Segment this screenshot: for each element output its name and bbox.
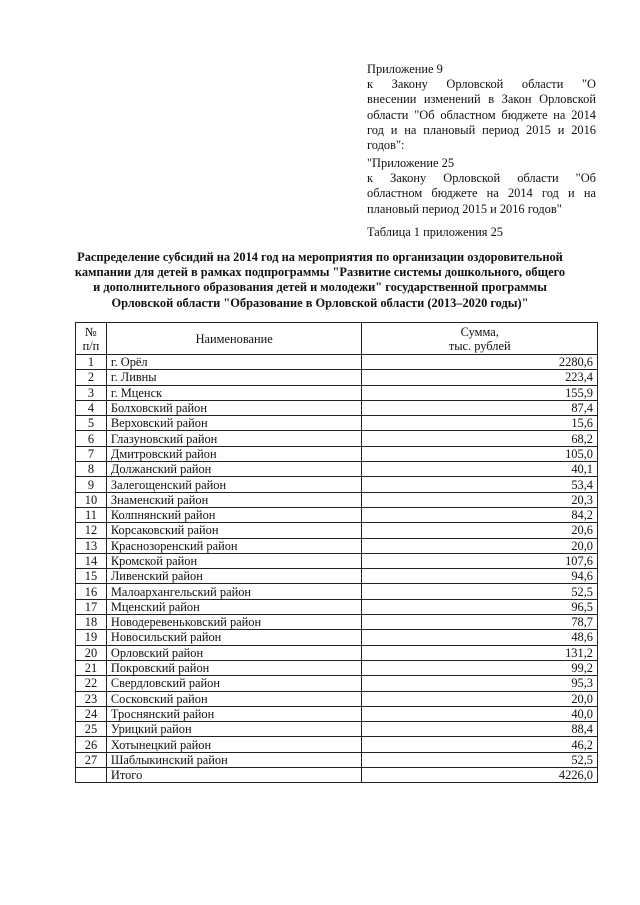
row-sum-cell: 20,6	[362, 523, 598, 538]
row-name-cell: Болховский район	[106, 400, 362, 415]
row-sum-cell: 223,4	[362, 370, 598, 385]
row-number-cell: 11	[76, 507, 107, 522]
total-sum-cell: 4226,0	[362, 768, 598, 783]
row-name-cell: Колпнянский район	[106, 507, 362, 522]
row-name-cell: Ливенский район	[106, 569, 362, 584]
row-number-cell: 10	[76, 492, 107, 507]
row-number-cell: 26	[76, 737, 107, 752]
row-number-cell: 7	[76, 446, 107, 461]
row-number-cell: 19	[76, 630, 107, 645]
header-name: Наименование	[106, 323, 362, 355]
row-number-cell: 12	[76, 523, 107, 538]
row-name-cell: Кромской район	[106, 553, 362, 568]
table-row	[76, 722, 598, 737]
table-row	[76, 569, 598, 584]
title-line: и дополнительного образования детей и молодежи" государственной программы	[93, 280, 547, 295]
row-name-cell: Знаменский район	[106, 492, 362, 507]
table-row	[76, 599, 598, 614]
row-sum-cell: 20,0	[362, 538, 598, 553]
row-name-cell: Должанский район	[106, 462, 362, 477]
row-sum-cell: 48,6	[362, 630, 598, 645]
table-row	[76, 660, 598, 675]
document-title	[60, 250, 580, 311]
row-sum-cell: 88,4	[362, 722, 598, 737]
table-row	[76, 645, 598, 660]
row-sum-cell: 99,2	[362, 660, 598, 675]
row-number-cell: 1	[76, 355, 107, 370]
table-row	[76, 553, 598, 568]
row-name-cell: Дмитровский район	[106, 446, 362, 461]
row-number-cell: 25	[76, 722, 107, 737]
row-name-cell: Сосковский район	[106, 691, 362, 706]
row-number-cell: 8	[76, 462, 107, 477]
table-row	[76, 370, 598, 385]
row-sum-cell: 78,7	[362, 615, 598, 630]
row-name-cell: г. Мценск	[106, 385, 362, 400]
table-row	[76, 584, 598, 599]
row-name-cell: Залегощенский район	[106, 477, 362, 492]
row-sum-cell: 20,0	[362, 691, 598, 706]
row-sum-cell: 40,0	[362, 706, 598, 721]
row-sum-cell: 40,1	[362, 462, 598, 477]
table-row	[76, 385, 598, 400]
row-number-cell: 20	[76, 645, 107, 660]
table-row	[76, 431, 598, 446]
annex-9-line: внесении изменений в Закон Орловской	[367, 92, 596, 107]
table-body	[76, 355, 598, 783]
table-row	[76, 446, 598, 461]
annex-25-note	[367, 156, 596, 217]
row-name-cell: Урицкий район	[106, 722, 362, 737]
table-row	[76, 416, 598, 431]
header-number	[76, 323, 107, 355]
table-row	[76, 538, 598, 553]
table-row	[76, 615, 598, 630]
row-number-cell: 15	[76, 569, 107, 584]
row-name-cell: Верховский район	[106, 416, 362, 431]
row-sum-cell: 68,2	[362, 431, 598, 446]
annex-25-line: плановый период 2015 и 2016 годов"	[367, 201, 562, 216]
row-sum-cell: 53,4	[362, 477, 598, 492]
title-line: Орловской области "Образование в Орловской области (2013–2020 годы)"	[111, 295, 529, 310]
row-sum-cell: 87,4	[362, 400, 598, 415]
annex-9-line: год и на плановый период 2015 и 2016	[367, 122, 596, 137]
header-number-line: п/п	[82, 338, 100, 353]
table-row	[76, 477, 598, 492]
table-row	[76, 507, 598, 522]
row-sum-cell: 131,2	[362, 645, 598, 660]
header-sum-line: тыс. рублей	[448, 338, 511, 353]
row-name-cell: Краснозоренский район	[106, 538, 362, 553]
row-sum-cell: 20,3	[362, 492, 598, 507]
row-number-cell: 18	[76, 615, 107, 630]
row-sum-cell: 155,9	[362, 385, 598, 400]
row-sum-cell: 2280,6	[362, 355, 598, 370]
row-number-cell: 4	[76, 400, 107, 415]
annex-25-line: к Закону Орловской области "Об	[367, 171, 596, 186]
row-sum-cell: 15,6	[362, 416, 598, 431]
annex-9-line: Приложение 9	[367, 62, 443, 76]
header-sum-line: Сумма,	[460, 324, 499, 339]
row-number-cell: 9	[76, 477, 107, 492]
table-row	[76, 492, 598, 507]
table-row	[76, 752, 598, 767]
row-name-cell: Шаблыкинский район	[106, 752, 362, 767]
table-row	[76, 737, 598, 752]
row-name-cell: Орловский район	[106, 645, 362, 660]
row-number-cell: 13	[76, 538, 107, 553]
annex-9-line: годов":	[367, 138, 405, 153]
row-name-cell: Новодеревеньковский район	[106, 615, 362, 630]
annex-25-line: "Приложение 25	[367, 156, 455, 170]
table-row	[76, 523, 598, 538]
total-row	[76, 768, 598, 783]
row-name-cell: г. Ливны	[106, 370, 362, 385]
table-row	[76, 691, 598, 706]
row-name-cell: Свердловский район	[106, 676, 362, 691]
row-name-cell: г. Орёл	[106, 355, 362, 370]
table-row	[76, 400, 598, 415]
subsidy-table	[75, 322, 598, 783]
table-row	[76, 630, 598, 645]
row-number-cell: 5	[76, 416, 107, 431]
table-reference: Таблица 1 приложения 25	[367, 225, 503, 239]
table-header-row	[76, 323, 598, 355]
table-row	[76, 462, 598, 477]
row-number-cell: 2	[76, 370, 107, 385]
row-number-cell: 24	[76, 706, 107, 721]
row-sum-cell: 94,6	[362, 569, 598, 584]
title-line: кампании для детей в рамках подпрограммы "Развитие системы дошкольного, общего	[74, 265, 566, 280]
row-name-cell: Мценский район	[106, 599, 362, 614]
row-name-cell: Покровский район	[106, 660, 362, 675]
row-sum-cell: 52,5	[362, 584, 598, 599]
row-name-cell: Хотынецкий район	[106, 737, 362, 752]
row-name-cell: Глазуновский район	[106, 431, 362, 446]
row-name-cell: Троснянский район	[106, 706, 362, 721]
row-number-cell: 3	[76, 385, 107, 400]
annex-9-note	[367, 62, 596, 153]
header-number-line: №	[85, 324, 97, 339]
table-row	[76, 676, 598, 691]
row-number-cell: 14	[76, 553, 107, 568]
row-name-cell: Корсаковский район	[106, 523, 362, 538]
row-name-cell: Малоархангельский район	[106, 584, 362, 599]
row-number-cell: 16	[76, 584, 107, 599]
row-sum-cell: 95,3	[362, 676, 598, 691]
row-number-cell: 17	[76, 599, 107, 614]
row-number-cell: 27	[76, 752, 107, 767]
row-number-cell: 6	[76, 431, 107, 446]
header-sum	[362, 323, 598, 355]
table-row	[76, 706, 598, 721]
total-number-cell	[76, 768, 107, 783]
row-sum-cell: 105,0	[362, 446, 598, 461]
total-label-cell: Итого	[106, 768, 362, 783]
row-sum-cell: 107,6	[362, 553, 598, 568]
annex-9-line: области "Об областном бюджете на 2014	[367, 107, 596, 122]
row-sum-cell: 96,5	[362, 599, 598, 614]
table-row	[76, 355, 598, 370]
title-line: Распределение субсидий на 2014 год на мероприятия по организации оздоровительной	[77, 250, 563, 264]
row-number-cell: 22	[76, 676, 107, 691]
row-sum-cell: 52,5	[362, 752, 598, 767]
row-sum-cell: 46,2	[362, 737, 598, 752]
row-number-cell: 21	[76, 660, 107, 675]
row-number-cell: 23	[76, 691, 107, 706]
annex-25-line: областном бюджете на 2014 год и на	[367, 186, 596, 201]
annex-9-line: к Закону Орловской области "О	[367, 77, 596, 92]
row-sum-cell: 84,2	[362, 507, 598, 522]
row-name-cell: Новосильский район	[106, 630, 362, 645]
